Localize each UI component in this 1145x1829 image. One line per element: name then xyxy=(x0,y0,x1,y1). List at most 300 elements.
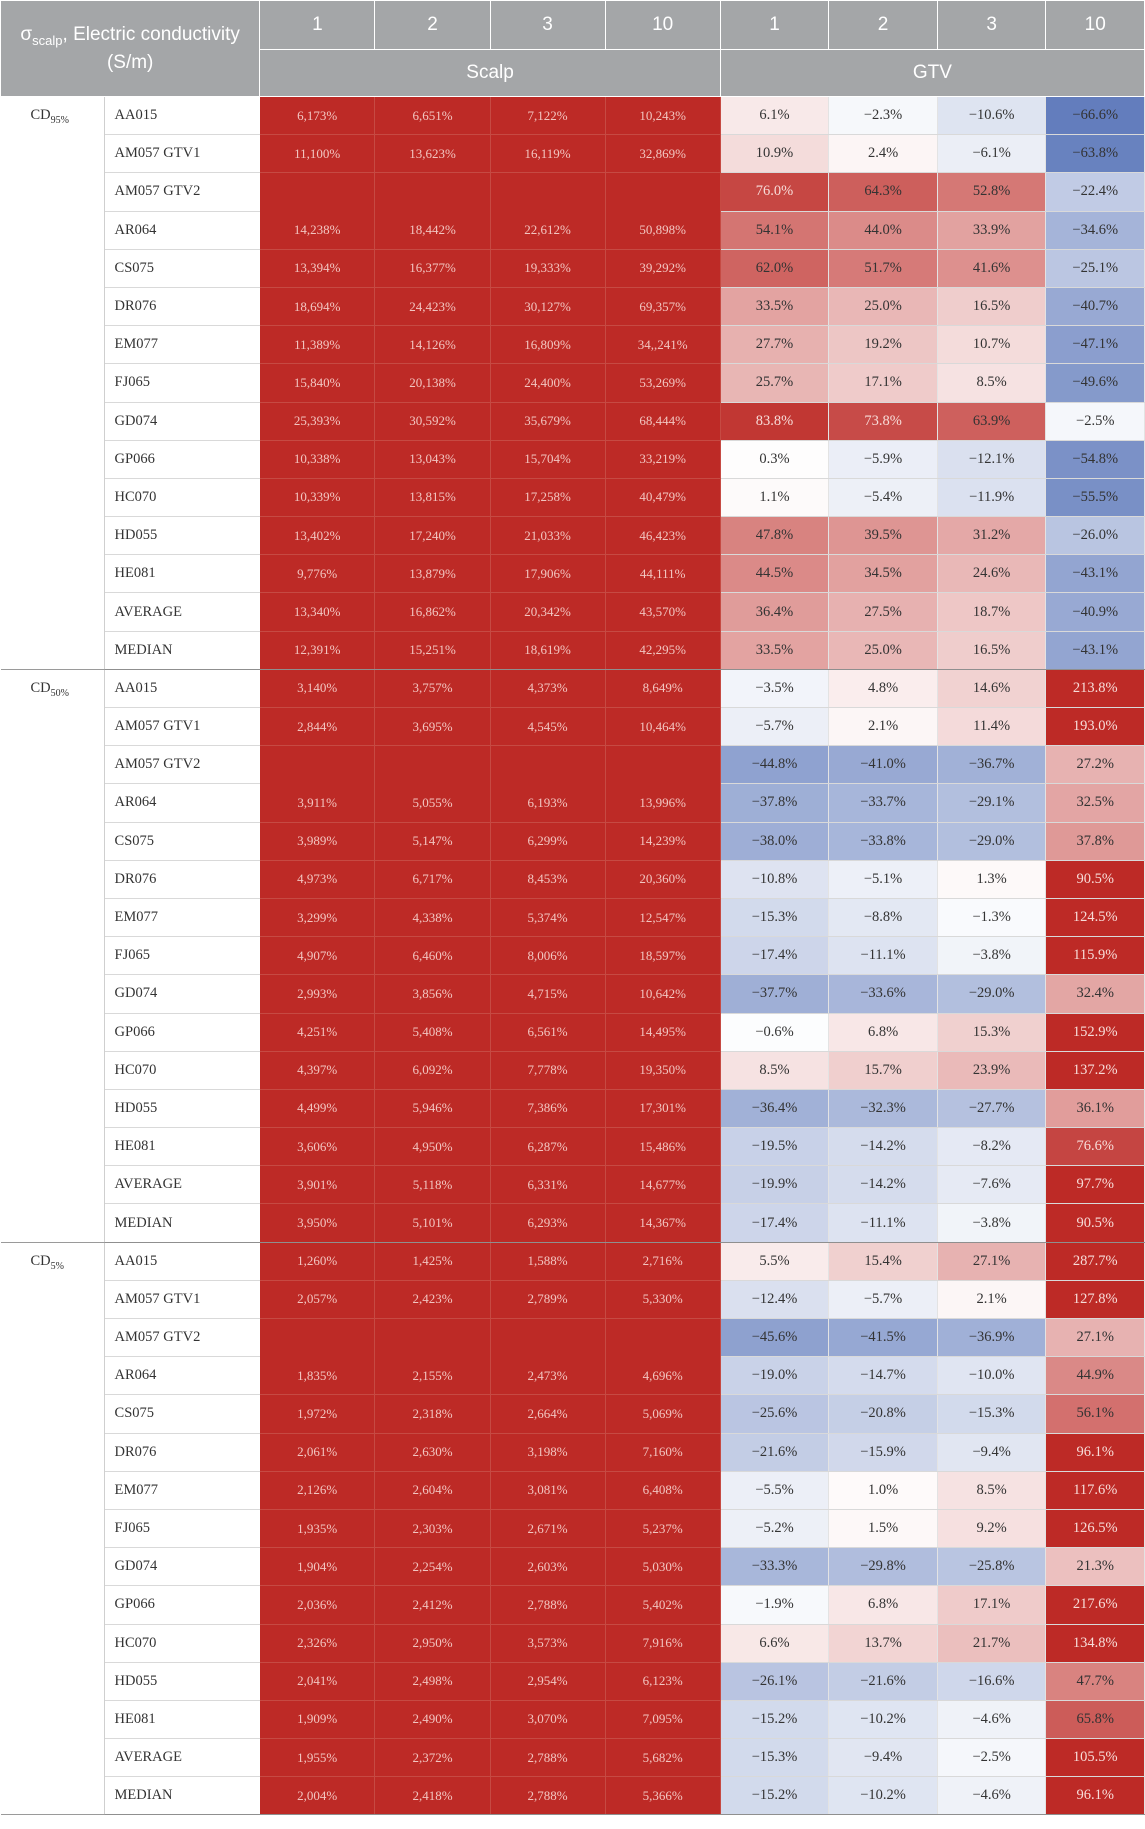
gtv-value-cell: 1.1% xyxy=(720,478,829,516)
scalp-value-cell: 12,547% xyxy=(605,898,720,936)
scalp-value-cell: 25,393% xyxy=(260,402,375,440)
gtv-value-cell: −1.3% xyxy=(937,898,1046,936)
scalp-conductivity-1: 1 xyxy=(260,1,375,50)
subject-cell: EM077 xyxy=(104,898,260,936)
gtv-value-cell: −16.6% xyxy=(937,1662,1046,1700)
scalp-value-cell: 1,835% xyxy=(260,1357,375,1395)
gtv-value-cell: −15.3% xyxy=(720,898,829,936)
gtv-value-cell: 27.1% xyxy=(1046,1319,1145,1357)
gtv-value-cell: 217.6% xyxy=(1046,1586,1145,1624)
table-body xyxy=(1,97,1145,1815)
gtv-value-cell: −34.6% xyxy=(1046,211,1145,249)
subject-cell: GP066 xyxy=(104,1586,260,1624)
gtv-value-cell: 137.2% xyxy=(1046,1051,1145,1089)
table-row xyxy=(1,975,1145,1013)
gtv-value-cell: −33.3% xyxy=(720,1548,829,1586)
scalp-value-cell: 9,776% xyxy=(260,555,375,593)
scalp-value-cell: 17,258% xyxy=(490,478,605,516)
scalp-value-cell: 33,219% xyxy=(605,440,720,478)
scalp-value-cell: 4,251% xyxy=(260,1013,375,1051)
scalp-value-cell: 3,757% xyxy=(375,669,490,707)
scalp-value-cell: 50,898% xyxy=(605,211,720,249)
gtv-value-cell: −12.4% xyxy=(720,1280,829,1318)
gtv-value-cell: 63.9% xyxy=(937,402,1046,440)
table-row xyxy=(1,402,1145,440)
scalp-value-cell: 17,301% xyxy=(605,1089,720,1127)
table-row xyxy=(1,1204,1145,1242)
gtv-value-cell: 52.8% xyxy=(937,173,1046,211)
subject-cell: HD055 xyxy=(104,1662,260,1700)
table-row xyxy=(1,1433,1145,1471)
gtv-header: GTV xyxy=(720,50,1144,97)
gtv-value-cell: 17.1% xyxy=(829,364,938,402)
table-row xyxy=(1,287,1145,325)
scalp-value-cell: 24,423% xyxy=(375,287,490,325)
gtv-value-cell: 134.8% xyxy=(1046,1624,1145,1662)
scalp-value-cell: 2,604% xyxy=(375,1471,490,1509)
gtv-value-cell: 152.9% xyxy=(1046,1013,1145,1051)
scalp-value-cell: 2,490% xyxy=(375,1700,490,1738)
scalp-value-cell: 13,815% xyxy=(375,478,490,516)
gtv-value-cell: 37.8% xyxy=(1046,822,1145,860)
gtv-value-cell: −10.2% xyxy=(829,1777,938,1815)
scalp-value-cell: 5,402% xyxy=(605,1586,720,1624)
gtv-conductivity-3: 3 xyxy=(937,1,1046,50)
scalp-value-cell: 1,955% xyxy=(260,1739,375,1777)
subject-cell: HE081 xyxy=(104,555,260,593)
scalp-value-cell: 2,004% xyxy=(260,1777,375,1815)
corner-header-label: , Electric conductivity (S/m) xyxy=(62,23,240,74)
subject-cell: EM077 xyxy=(104,326,260,364)
gtv-value-cell: 1.3% xyxy=(937,860,1046,898)
scalp-value-cell: 39,292% xyxy=(605,249,720,287)
gtv-value-cell: −5.5% xyxy=(720,1471,829,1509)
gtv-conductivity-2: 2 xyxy=(829,1,938,50)
scalp-value-cell: 8,006% xyxy=(490,937,605,975)
subject-cell: CS075 xyxy=(104,822,260,860)
gtv-value-cell: −1.9% xyxy=(720,1586,829,1624)
gtv-value-cell: 6.1% xyxy=(720,97,829,135)
gtv-value-cell: 36.4% xyxy=(720,593,829,631)
gtv-value-cell: −37.8% xyxy=(720,784,829,822)
gtv-value-cell: −10.6% xyxy=(937,97,1046,135)
scalp-value-cell: 2,993% xyxy=(260,975,375,1013)
scalp-value-cell: 14,367% xyxy=(605,1204,720,1242)
scalp-value-cell: 3,950% xyxy=(260,1204,375,1242)
gtv-value-cell: 9.2% xyxy=(937,1509,1046,1547)
scalp-value-cell: 6,408% xyxy=(605,1471,720,1509)
scalp-value-cell: 2,630% xyxy=(375,1433,490,1471)
scalp-value-cell: 13,340% xyxy=(260,593,375,631)
scalp-value-cell: 2,412% xyxy=(375,1586,490,1624)
scalp-value-cell: 4,397% xyxy=(260,1051,375,1089)
subject-cell: HC070 xyxy=(104,478,260,516)
scalp-value-cell: 6,331% xyxy=(490,1166,605,1204)
gtv-conductivity-1: 1 xyxy=(720,1,829,50)
scalp-value-cell: 2,664% xyxy=(490,1395,605,1433)
gtv-value-cell: −15.3% xyxy=(937,1395,1046,1433)
scalp-value-cell: 15,486% xyxy=(605,1128,720,1166)
gtv-value-cell: −20.8% xyxy=(829,1395,938,1433)
table-row xyxy=(1,97,1145,135)
gtv-value-cell: 31.2% xyxy=(937,517,1046,555)
subject-cell: AVERAGE xyxy=(104,1166,260,1204)
gtv-conductivity-10: 10 xyxy=(1046,1,1145,50)
table-row xyxy=(1,1128,1145,1166)
gtv-value-cell: −7.6% xyxy=(937,1166,1046,1204)
scalp-value-cell: 5,366% xyxy=(605,1777,720,1815)
gtv-value-cell: 96.1% xyxy=(1046,1777,1145,1815)
table-row xyxy=(1,708,1145,746)
table-row xyxy=(1,478,1145,516)
table-row xyxy=(1,211,1145,249)
gtv-value-cell: 0.3% xyxy=(720,440,829,478)
scalp-value-cell: 5,069% xyxy=(605,1395,720,1433)
scalp-value-cell xyxy=(375,173,490,211)
gtv-value-cell: 18.7% xyxy=(937,593,1046,631)
gtv-value-cell: 6.8% xyxy=(829,1013,938,1051)
gtv-value-cell: 11.4% xyxy=(937,708,1046,746)
scalp-value-cell: 6,092% xyxy=(375,1051,490,1089)
table-row xyxy=(1,822,1145,860)
scalp-value-cell xyxy=(260,1319,375,1357)
scalp-value-cell: 6,299% xyxy=(490,822,605,860)
scalp-value-cell: 3,140% xyxy=(260,669,375,707)
scalp-value-cell: 2,326% xyxy=(260,1624,375,1662)
gtv-value-cell: −8.2% xyxy=(937,1128,1046,1166)
scalp-value-cell: 2,788% xyxy=(490,1777,605,1815)
gtv-value-cell: −25.1% xyxy=(1046,249,1145,287)
gtv-value-cell: 17.1% xyxy=(937,1586,1046,1624)
scalp-value-cell: 13,879% xyxy=(375,555,490,593)
gtv-value-cell: −5.7% xyxy=(720,708,829,746)
scalp-value-cell: 14,495% xyxy=(605,1013,720,1051)
scalp-value-cell: 12,391% xyxy=(260,631,375,669)
subject-cell: AVERAGE xyxy=(104,593,260,631)
scalp-value-cell: 5,030% xyxy=(605,1548,720,1586)
gtv-value-cell: −15.2% xyxy=(720,1700,829,1738)
scalp-value-cell: 1,260% xyxy=(260,1242,375,1280)
gtv-value-cell: −0.6% xyxy=(720,1013,829,1051)
scalp-value-cell: 7,160% xyxy=(605,1433,720,1471)
table-row xyxy=(1,1739,1145,1777)
gtv-value-cell: 2.1% xyxy=(829,708,938,746)
sigma-symbol: σ xyxy=(20,23,33,45)
scalp-value-cell: 1,904% xyxy=(260,1548,375,1586)
subject-cell: AR064 xyxy=(104,1357,260,1395)
scalp-value-cell: 16,862% xyxy=(375,593,490,631)
scalp-value-cell: 2,318% xyxy=(375,1395,490,1433)
scalp-value-cell: 6,173% xyxy=(260,97,375,135)
gtv-value-cell: 1.5% xyxy=(829,1509,938,1547)
gtv-value-cell: −29.0% xyxy=(937,975,1046,1013)
gtv-value-cell: 21.7% xyxy=(937,1624,1046,1662)
gtv-value-cell: 83.8% xyxy=(720,402,829,440)
gtv-value-cell: 62.0% xyxy=(720,249,829,287)
table-row xyxy=(1,593,1145,631)
table-row xyxy=(1,860,1145,898)
subject-cell: AA015 xyxy=(104,97,260,135)
gtv-value-cell: −5.7% xyxy=(829,1280,938,1318)
gtv-value-cell: −41.5% xyxy=(829,1319,938,1357)
scalp-value-cell: 35,679% xyxy=(490,402,605,440)
gtv-value-cell: 6.8% xyxy=(829,1586,938,1624)
scalp-value-cell: 5,147% xyxy=(375,822,490,860)
scalp-value-cell xyxy=(260,746,375,784)
subject-cell: AM057 GTV2 xyxy=(104,746,260,784)
scalp-value-cell: 53,269% xyxy=(605,364,720,402)
gtv-value-cell: −17.4% xyxy=(720,1204,829,1242)
gtv-value-cell: −4.6% xyxy=(937,1700,1046,1738)
gtv-value-cell: −3.8% xyxy=(937,937,1046,975)
scalp-value-cell: 14,126% xyxy=(375,326,490,364)
gtv-value-cell: −10.0% xyxy=(937,1357,1046,1395)
subject-cell: MEDIAN xyxy=(104,1204,260,1242)
scalp-value-cell: 5,055% xyxy=(375,784,490,822)
table-row xyxy=(1,1586,1145,1624)
scalp-value-cell: 69,357% xyxy=(605,287,720,325)
scalp-value-cell: 2,372% xyxy=(375,1739,490,1777)
gtv-value-cell: −11.1% xyxy=(829,1204,938,1242)
scalp-value-cell: 2,954% xyxy=(490,1662,605,1700)
scalp-value-cell: 30,127% xyxy=(490,287,605,325)
gtv-value-cell: 13.7% xyxy=(829,1624,938,1662)
scalp-value-cell: 6,293% xyxy=(490,1204,605,1242)
scalp-value-cell: 1,909% xyxy=(260,1700,375,1738)
scalp-value-cell: 4,973% xyxy=(260,860,375,898)
scalp-value-cell: 4,950% xyxy=(375,1128,490,1166)
subject-cell: FJ065 xyxy=(104,1509,260,1547)
gtv-value-cell: 1.0% xyxy=(829,1471,938,1509)
scalp-value-cell: 21,033% xyxy=(490,517,605,555)
subject-cell: GD074 xyxy=(104,1548,260,1586)
scalp-value-cell: 2,788% xyxy=(490,1586,605,1624)
group-label-subscript: 5% xyxy=(50,1260,64,1272)
table-row xyxy=(1,440,1145,478)
gtv-value-cell: 33.5% xyxy=(720,631,829,669)
scalp-value-cell xyxy=(490,746,605,784)
group-label-subscript: 95% xyxy=(50,114,69,126)
gtv-value-cell: 44.0% xyxy=(829,211,938,249)
subject-cell: AM057 GTV2 xyxy=(104,1319,260,1357)
scalp-value-cell: 10,464% xyxy=(605,708,720,746)
header-row-conductivity xyxy=(1,1,1145,50)
gtv-value-cell: 213.8% xyxy=(1046,669,1145,707)
scalp-value-cell: 2,418% xyxy=(375,1777,490,1815)
gtv-value-cell: −2.5% xyxy=(937,1739,1046,1777)
scalp-value-cell: 1,588% xyxy=(490,1242,605,1280)
table-row xyxy=(1,746,1145,784)
scalp-value-cell: 5,118% xyxy=(375,1166,490,1204)
subject-cell: AA015 xyxy=(104,669,260,707)
table-row xyxy=(1,555,1145,593)
group-label-main: CD xyxy=(30,107,51,123)
subject-cell: CS075 xyxy=(104,1395,260,1433)
scalp-value-cell: 3,695% xyxy=(375,708,490,746)
gtv-value-cell: −14.7% xyxy=(829,1357,938,1395)
scalp-value-cell: 15,840% xyxy=(260,364,375,402)
gtv-value-cell: −21.6% xyxy=(720,1433,829,1471)
gtv-value-cell: −26.1% xyxy=(720,1662,829,1700)
scalp-value-cell xyxy=(490,1319,605,1357)
subject-cell: AA015 xyxy=(104,1242,260,1280)
gtv-value-cell: 115.9% xyxy=(1046,937,1145,975)
scalp-value-cell: 2,498% xyxy=(375,1662,490,1700)
table-row xyxy=(1,1509,1145,1547)
gtv-value-cell: 2.4% xyxy=(829,135,938,173)
scalp-value-cell: 68,444% xyxy=(605,402,720,440)
subject-cell: AM057 GTV1 xyxy=(104,135,260,173)
gtv-value-cell: −45.6% xyxy=(720,1319,829,1357)
gtv-value-cell: −43.1% xyxy=(1046,631,1145,669)
scalp-value-cell: 2,155% xyxy=(375,1357,490,1395)
scalp-value-cell: 14,238% xyxy=(260,211,375,249)
gtv-value-cell: −47.1% xyxy=(1046,326,1145,364)
gtv-value-cell: 44.9% xyxy=(1046,1357,1145,1395)
scalp-value-cell: 2,126% xyxy=(260,1471,375,1509)
gtv-value-cell: −37.7% xyxy=(720,975,829,1013)
scalp-value-cell: 5,330% xyxy=(605,1280,720,1318)
scalp-value-cell: 2,603% xyxy=(490,1548,605,1586)
gtv-value-cell: 10.7% xyxy=(937,326,1046,364)
scalp-value-cell: 2,671% xyxy=(490,1509,605,1547)
scalp-value-cell: 6,460% xyxy=(375,937,490,975)
subject-cell: GP066 xyxy=(104,440,260,478)
scalp-value-cell: 1,972% xyxy=(260,1395,375,1433)
gtv-value-cell: 6.6% xyxy=(720,1624,829,1662)
scalp-value-cell: 4,907% xyxy=(260,937,375,975)
gtv-value-cell: 287.7% xyxy=(1046,1242,1145,1280)
gtv-value-cell: 27.2% xyxy=(1046,746,1145,784)
group-label-main: CD xyxy=(30,1252,51,1269)
subject-cell: HC070 xyxy=(104,1051,260,1089)
scalp-value-cell: 8,649% xyxy=(605,669,720,707)
sigma-subscript: scalp xyxy=(32,32,63,48)
subject-cell: HD055 xyxy=(104,517,260,555)
scalp-value-cell: 5,408% xyxy=(375,1013,490,1051)
table-row xyxy=(1,249,1145,287)
subject-cell: CS075 xyxy=(104,249,260,287)
subject-cell: FJ065 xyxy=(104,364,260,402)
scalp-value-cell: 6,651% xyxy=(375,97,490,135)
gtv-value-cell: 105.5% xyxy=(1046,1739,1145,1777)
gtv-value-cell: 96.1% xyxy=(1046,1433,1145,1471)
scalp-value-cell: 7,095% xyxy=(605,1700,720,1738)
scalp-value-cell: 30,592% xyxy=(375,402,490,440)
scalp-conductivity-3: 3 xyxy=(490,1,605,50)
scalp-value-cell: 16,809% xyxy=(490,326,605,364)
scalp-value-cell: 3,198% xyxy=(490,1433,605,1471)
scalp-value-cell: 14,677% xyxy=(605,1166,720,1204)
gtv-value-cell: 90.5% xyxy=(1046,860,1145,898)
scalp-value-cell xyxy=(375,1319,490,1357)
table-header xyxy=(1,1,1145,97)
scalp-value-cell: 4,499% xyxy=(260,1089,375,1127)
gtv-value-cell: −5.9% xyxy=(829,440,938,478)
table-row xyxy=(1,326,1145,364)
gtv-value-cell: −32.3% xyxy=(829,1089,938,1127)
gtv-value-cell: −19.9% xyxy=(720,1166,829,1204)
scalp-value-cell: 2,041% xyxy=(260,1662,375,1700)
scalp-value-cell: 46,423% xyxy=(605,517,720,555)
scalp-value-cell: 7,778% xyxy=(490,1051,605,1089)
scalp-value-cell: 13,043% xyxy=(375,440,490,478)
gtv-value-cell: 39.5% xyxy=(829,517,938,555)
gtv-value-cell: −29.1% xyxy=(937,784,1046,822)
gtv-value-cell: 27.7% xyxy=(720,326,829,364)
corner-header xyxy=(1,1,260,97)
gtv-value-cell: −3.8% xyxy=(937,1204,1046,1242)
gtv-value-cell: −44.8% xyxy=(720,746,829,784)
gtv-value-cell: −33.7% xyxy=(829,784,938,822)
scalp-conductivity-2: 2 xyxy=(375,1,490,50)
gtv-value-cell: −36.4% xyxy=(720,1089,829,1127)
scalp-value-cell: 15,251% xyxy=(375,631,490,669)
gtv-value-cell: 8.5% xyxy=(937,1471,1046,1509)
scalp-value-cell: 3,606% xyxy=(260,1128,375,1166)
scalp-value-cell: 19,350% xyxy=(605,1051,720,1089)
gtv-value-cell: 73.8% xyxy=(829,402,938,440)
gtv-value-cell: 27.5% xyxy=(829,593,938,631)
gtv-value-cell: −19.0% xyxy=(720,1357,829,1395)
scalp-value-cell: 20,360% xyxy=(605,860,720,898)
scalp-value-cell: 2,788% xyxy=(490,1739,605,1777)
subject-cell: HD055 xyxy=(104,1089,260,1127)
scalp-value-cell: 7,386% xyxy=(490,1089,605,1127)
table-row xyxy=(1,1319,1145,1357)
scalp-value-cell: 2,423% xyxy=(375,1280,490,1318)
group-label xyxy=(1,669,105,1242)
gtv-value-cell: −40.7% xyxy=(1046,287,1145,325)
gtv-value-cell: −14.2% xyxy=(829,1166,938,1204)
gtv-value-cell: 36.1% xyxy=(1046,1089,1145,1127)
scalp-value-cell: 6,193% xyxy=(490,784,605,822)
gtv-value-cell: −14.2% xyxy=(829,1128,938,1166)
scalp-value-cell: 3,856% xyxy=(375,975,490,1013)
subject-cell: EM077 xyxy=(104,1471,260,1509)
gtv-value-cell: −11.9% xyxy=(937,478,1046,516)
gtv-value-cell: −2.3% xyxy=(829,97,938,135)
scalp-value-cell xyxy=(605,1319,720,1357)
scalp-value-cell: 6,287% xyxy=(490,1128,605,1166)
scalp-value-cell: 3,911% xyxy=(260,784,375,822)
gtv-value-cell: −38.0% xyxy=(720,822,829,860)
subject-cell: HC070 xyxy=(104,1624,260,1662)
gtv-value-cell: 16.5% xyxy=(937,631,1046,669)
gtv-value-cell: −41.0% xyxy=(829,746,938,784)
scalp-value-cell: 2,789% xyxy=(490,1280,605,1318)
table-row xyxy=(1,1280,1145,1318)
gtv-value-cell: −5.1% xyxy=(829,860,938,898)
scalp-value-cell: 5,374% xyxy=(490,898,605,936)
scalp-value-cell: 2,473% xyxy=(490,1357,605,1395)
table-row xyxy=(1,1471,1145,1509)
gtv-value-cell: 15.4% xyxy=(829,1242,938,1280)
scalp-value-cell: 42,295% xyxy=(605,631,720,669)
scalp-value-cell: 5,682% xyxy=(605,1739,720,1777)
gtv-value-cell: −49.6% xyxy=(1046,364,1145,402)
gtv-value-cell: −25.6% xyxy=(720,1395,829,1433)
gtv-value-cell: 97.7% xyxy=(1046,1166,1145,1204)
table-row xyxy=(1,517,1145,555)
gtv-value-cell: −36.9% xyxy=(937,1319,1046,1357)
scalp-value-cell: 4,373% xyxy=(490,669,605,707)
scalp-value-cell: 18,619% xyxy=(490,631,605,669)
subject-cell: AR064 xyxy=(104,784,260,822)
subject-cell: AM057 GTV2 xyxy=(104,173,260,211)
scalp-value-cell: 43,570% xyxy=(605,593,720,631)
table-row xyxy=(1,173,1145,211)
